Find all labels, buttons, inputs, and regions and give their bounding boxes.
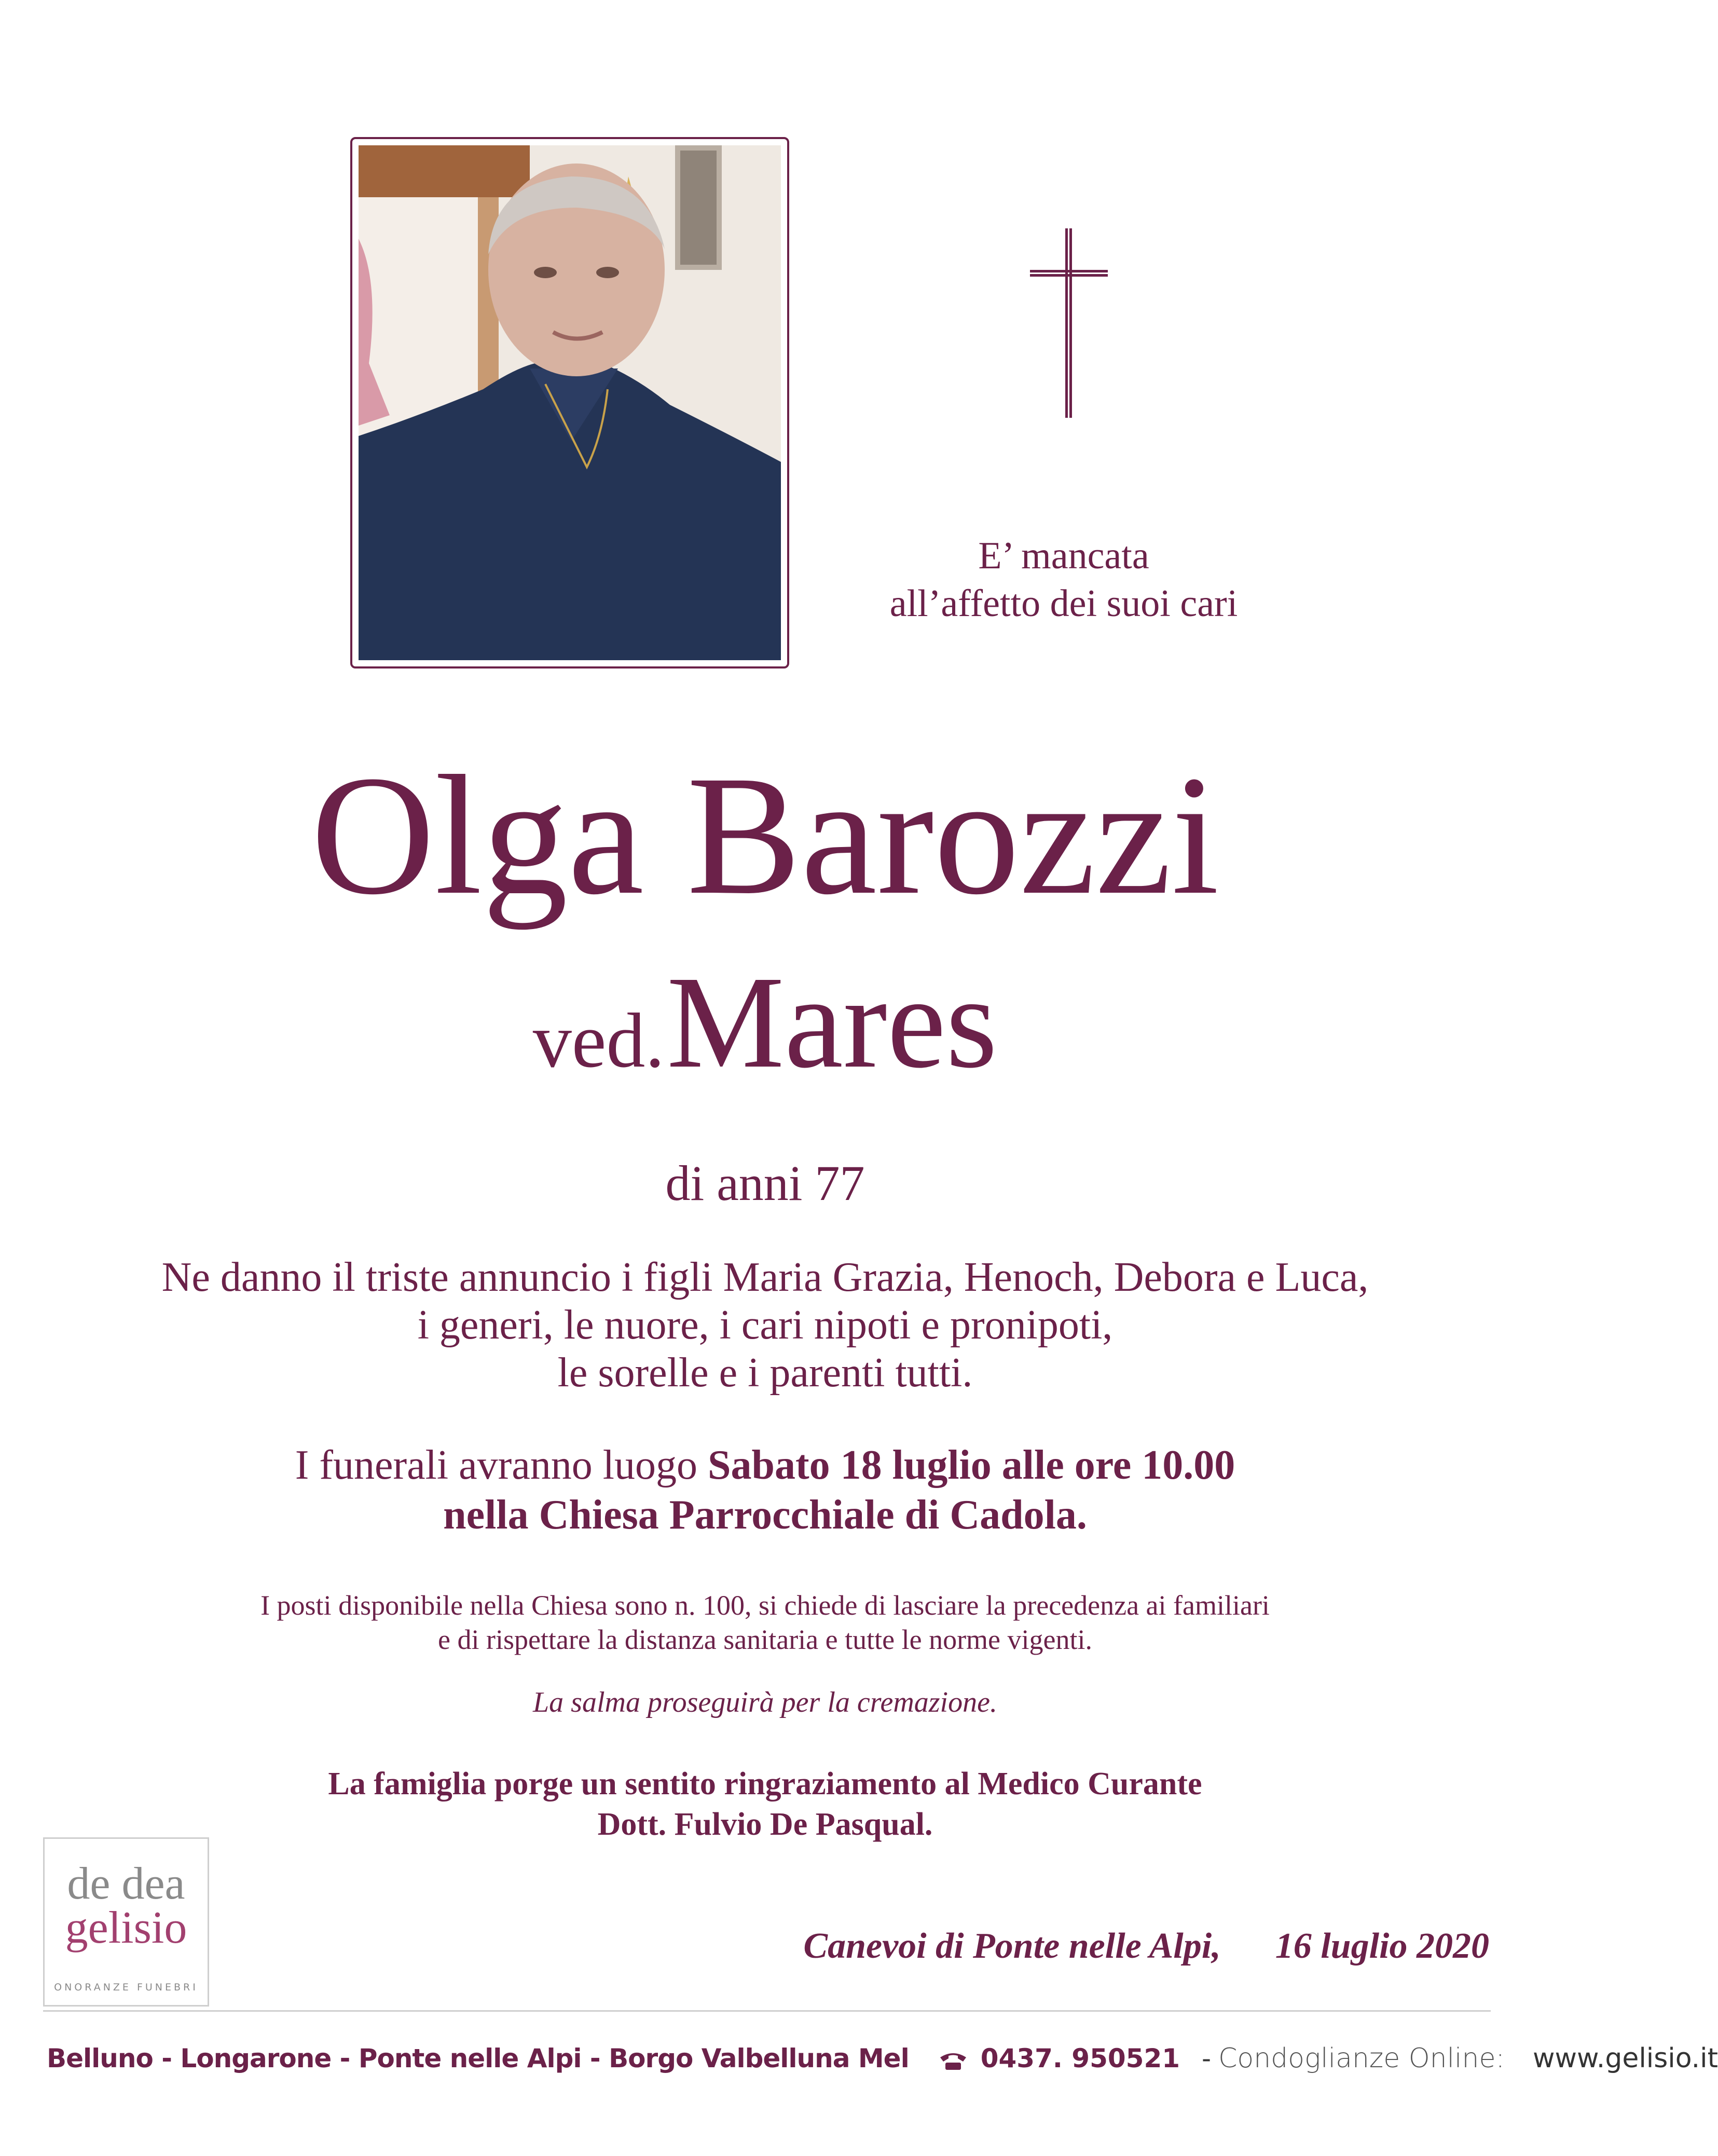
announcement-line-1: Ne danno il triste annuncio i figli Maria Grazia, Henoch, Debora e Luca, [161,1254,1369,1300]
married-surname: Mares [666,949,998,1096]
place-text: Canevoi di Ponte nelle Alpi, [803,1926,1221,1966]
portrait-photo [350,137,789,668]
funeral-line-2 [0,1490,1530,1540]
thanks-line-1: La famiglia porge un sentito ringraziamento al Medico Curante [328,1766,1202,1802]
funeral-where: nella Chiesa Parrocchiale di Cadola. [443,1492,1087,1538]
ved-prefix: ved. [532,998,665,1084]
footer-condolences: Condoglianze Online: [1218,2043,1505,2074]
deceased-name: Olga Barozzi [311,741,1219,930]
logo-line-1: de dea [67,1859,185,1909]
passing-line-1: E’ mancata [978,535,1149,577]
passing-line-2: all’affetto dei suoi cari [889,582,1238,625]
footer-separator: - [1202,2043,1212,2073]
latin-cross-icon [1030,228,1108,418]
married-name [0,949,1530,1132]
footer-locations: Belluno - Longarone - Ponte nelle Alpi - Borgo Valbelluna Mel [47,2043,909,2073]
seating-notice [0,1588,1530,1657]
telephone-icon [938,2050,968,2071]
funeral-intro: I funerali avranno luogo [295,1442,708,1488]
footer-divider [43,2010,1491,2012]
age-text: di anni 77 [665,1155,865,1211]
funeral-when: Sabato 18 luglio alle ore 10.00 [707,1442,1235,1488]
funeral-details [0,1440,1530,1540]
passing-statement [809,532,1318,627]
notice-line-1: I posti disponibile nella Chiesa sono n. 100, si chiede di lasciare la precedenza ai familiari [260,1590,1270,1621]
portrait-image [359,145,781,660]
footer-website-link[interactable]: www.gelisio.it [1532,2043,1718,2074]
date-text: 16 luglio 2020 [1275,1926,1489,1966]
footer [47,2035,1718,2081]
logo-graphic [45,1839,208,2005]
thanks-line-2: Dott. Fulvio De Pasqual. [597,1807,933,1842]
family-announcement [0,1253,1530,1397]
notice-line-2: e di rispettare la distanza sanitaria e tutte le norme vigenti. [437,1624,1092,1655]
logo-tagline: ONORANZE FUNEBRI [54,1982,198,1993]
footer-phone: 0437. 950521 [980,2043,1180,2073]
funeral-line-1 [0,1440,1530,1490]
announcement-line-3: le sorelle e i parenti tutti. [557,1350,973,1396]
place-and-date [726,1923,1489,1970]
logo-line-2: gelisio [65,1903,187,1953]
family-thanks [0,1764,1530,1845]
cremation-note: La salma proseguirà per la cremazione. [533,1686,997,1718]
announcement-line-2: i generi, le nuore, i cari nipoti e pronipoti, [417,1302,1113,1348]
funeral-home-logo [43,1837,209,2007]
